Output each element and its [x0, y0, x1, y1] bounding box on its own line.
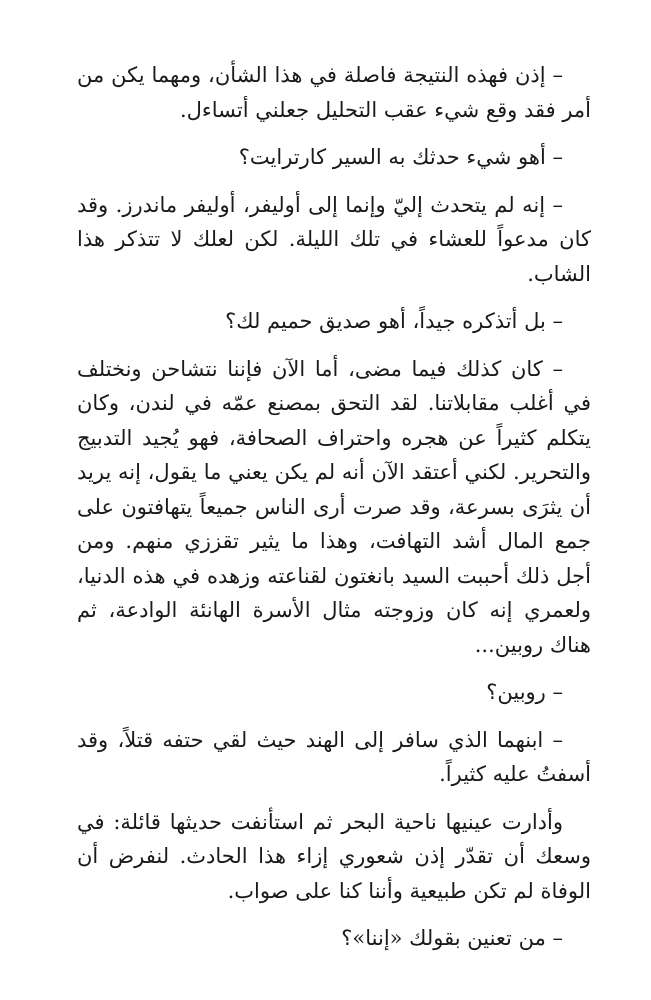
dialogue-paragraph: – أهو شيء حدثك به السير كارترايت؟ — [238, 145, 563, 169]
dialogue-paragraph: – إذن فهذه النتيجة فاصلة في هذا الشأن، ومهما يكن من أمر فقد وقع شيء عقب التحليل جعلني أتساءل. — [77, 63, 591, 122]
narration-paragraph: وأدارت عينيها ناحية البحر ثم استأنفت حديثها قائلة: في وسعك أن تقدّر إذن شعوري إزاء هذا الحادث. لنفرض أن الوفاة لم تكن طبيعية وأننا كنا على صواب. — [77, 809, 591, 903]
dialogue-paragraph: – كان كذلك فيما مضى، أما الآن فإننا نتشاحن ونختلف في أغلب مقابلاتنا. لقد التحق بمصنع عمّه في لندن، وكان يتكلم كثيراً عن هجره واحتراف الصحافة، فهو يُجيد التدبيج والتحرير. لكني أعتقد الآن أنه لم يكن يعني ما يقول، إنه يريد أن يثرَى بسرعة، وقد صرت أرى الناس جميعاً يتهافتون على جمع المال أشد التهافت، وهذا ما يثير تقززي منهم. ومن أجل ذلك أحببت السيد بانغتون لقناعته وزهده في هذه الدنيا، ولعمري إنه كان وزوجته مثال الأسرة الهانئة الوادعة، ثم هناك روبين... — [77, 356, 591, 657]
dialogue-paragraph: – من تعنين بقولك «إننا»؟ — [341, 926, 563, 950]
dialogue-paragraph: – ابنهما الذي سافر إلى الهند حيث لقي حتفه قتلاً، وقد أسفتُ عليه كثيراً. — [77, 727, 591, 786]
dialogue-paragraph: – بل أتذكره جيداً، أهو صديق حميم لك؟ — [225, 309, 563, 333]
book-page-text — [77, 58, 591, 956]
dialogue-paragraph: – روبين؟ — [486, 680, 563, 704]
dialogue-paragraph: – إنه لم يتحدث إليّ وإنما إلى أوليفر، أوليفر ماندرز. وقد كان مدعواً للعشاء في تلك الليلة. لكن لعلك لا تتذكر هذا الشاب. — [77, 192, 591, 286]
